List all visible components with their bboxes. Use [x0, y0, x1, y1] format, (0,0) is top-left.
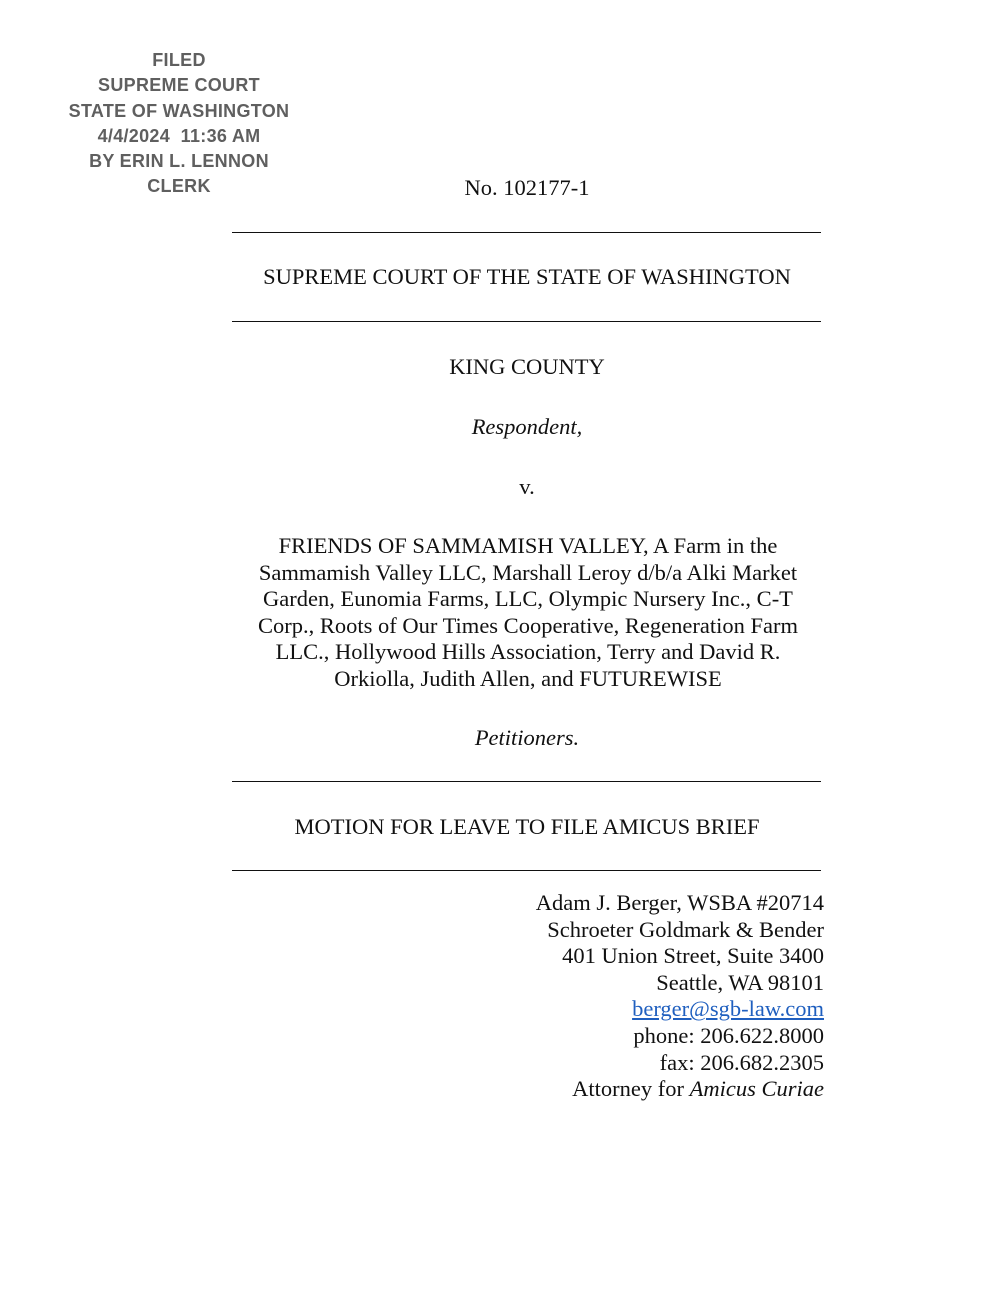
- stamp-line-datetime: 4/4/2024 11:36 AM: [97, 125, 261, 146]
- email-link[interactable]: berger@sgb-law.com: [632, 996, 824, 1022]
- petitioners-line: LLC., Hollywood Hills Association, Terry and David R.: [275, 639, 781, 665]
- petitioners-names: [236, 533, 820, 693]
- attorney-name: Adam J. Berger, WSBA #20714: [535, 890, 824, 915]
- stamp-line-filed: FILED: [152, 50, 206, 70]
- divider-rule: [232, 232, 821, 233]
- court-name: SUPREME COURT OF THE STATE OF WASHINGTON: [263, 264, 791, 289]
- address-line-1: 401 Union Street, Suite 3400: [562, 943, 824, 969]
- stamp-line-by: BY ERIN L. LENNON: [89, 151, 269, 172]
- attorney-for: [536, 1076, 824, 1103]
- docket-number: No. 102177-1: [464, 175, 590, 200]
- law-firm: Schroeter Goldmark & Bender: [547, 916, 824, 942]
- petitioners-line: Garden, Eunomia Farms, LLC, Olympic Nursery Inc., C-T: [263, 586, 793, 612]
- attorney-for-prefix: Attorney for: [572, 1076, 690, 1102]
- respondent-name: KING COUNTY: [449, 354, 605, 379]
- divider-rule: [232, 781, 821, 782]
- petitioners-line: Orkiolla, Judith Allen, and FUTUREWISE: [334, 665, 722, 691]
- petitioners-role: Petitioners.: [474, 725, 580, 750]
- divider-rule: [232, 870, 821, 871]
- address-line-2: Seattle, WA 98101: [656, 969, 824, 995]
- attorney-for-role: Amicus Curiae: [689, 1076, 824, 1102]
- respondent-role: Respondent,: [471, 414, 583, 439]
- divider-rule: [232, 321, 821, 322]
- petitioners-line: Corp., Roots of Our Times Cooperative, Regeneration Farm: [258, 612, 798, 638]
- fax-number: fax: 206.682.2305: [659, 1049, 824, 1075]
- stamp-line-clerk: CLERK: [147, 176, 211, 197]
- stamp-line-state: STATE OF WASHINGTON: [68, 100, 290, 121]
- motion-title: MOTION FOR LEAVE TO FILE AMICUS BRIEF: [294, 814, 760, 839]
- signature-block: [536, 890, 824, 1103]
- phone-number: phone: 206.622.8000: [633, 1022, 824, 1048]
- petitioners-line: Sammamish Valley LLC, Marshall Leroy d/b/a Alki Market: [258, 559, 798, 585]
- petitioners-line: FRIENDS OF SAMMAMISH VALLEY, A Farm in the: [278, 533, 778, 558]
- versus: v.: [519, 474, 535, 499]
- stamp-line-court: SUPREME COURT: [98, 75, 260, 96]
